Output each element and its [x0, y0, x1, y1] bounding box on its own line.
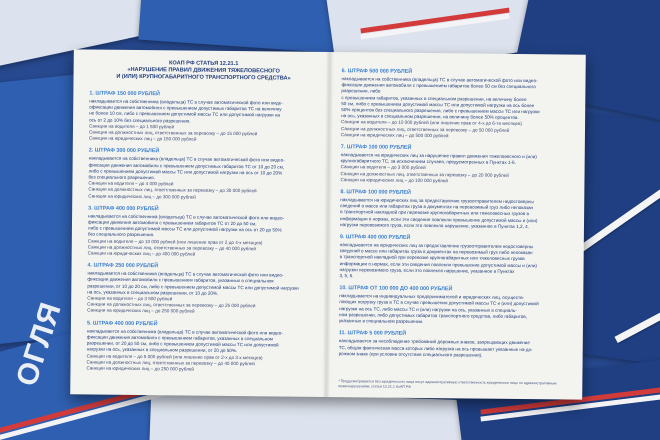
fine-text-line: нагрузки на ось ТС, либо массы ТС и (или) нагрузки на ось, указанных в специаль-	[339, 305, 517, 313]
fine-heading: 6. ШТРАФ 500 000 РУБЛЕЙ	[341, 68, 413, 75]
fine-text-line: фиксации движения автомобиля с превышением габаритов, указанных в специальном	[86, 334, 273, 342]
fine-heading: 10. ШТРАФ ОТ 100 000 ДО 400 000 РУБЛЕЙ	[339, 285, 453, 293]
fine-text-line: накладывается на собственника (владельца) ТС в случае автоматической фото или видео-	[88, 155, 285, 163]
sanction-line: Санкции на водителя – до 1 500 рублей	[88, 123, 175, 130]
sanction-line: Санкции на водителя – до 5 000 рублей (или лишение прав от 2-х до 3-х месяцев)	[86, 352, 263, 360]
sanction-line: Санкции на юридических лиц – до 150 000 рублей	[88, 135, 197, 142]
fine-text-line: разрешения, либо	[341, 88, 381, 94]
fine-heading: 5. ШТРАФ 400 000 РУБЛЕЙ	[86, 320, 158, 327]
fine-text-line: разрешении, от 10 до 20 см, либо с превышением допустимой массы ТС или допустимой нагрузки	[87, 283, 299, 291]
sanction-line: Санкции на юридических лиц – до 250 000 рублей	[86, 365, 195, 372]
fine-text-line: фиксации движения автомобиля с превышением габаритов, указанных в специальном	[87, 276, 274, 284]
booklet-fold	[322, 52, 334, 397]
fine-text-line: 50% процентов без специального разрешения, либо с превышением массы ТС или нагрузки	[341, 107, 540, 115]
fine-text-line: с превышением габаритов, указанных в специальном разрешении, на величину более	[341, 94, 527, 102]
fine-heading: 9. ШТРАФ 400 000 РУБЛЕЙ	[339, 234, 411, 241]
fine-text-line: сведений о массе или габаритах груза в документах на перевозимый груз либо непоказан	[339, 248, 533, 256]
fine-text-line: разрешении, от 20 до 50 см, либо с превышением допустимой массы ТС или допустимой	[86, 340, 279, 348]
fine-text-line: накладывается на собственника (владельца) ТС в случае автоматической фото или видео-	[87, 270, 284, 278]
fine-text-line: ТС, общая фактическая масса которых либо нагрузка на ось превышает указанные на до-	[338, 344, 533, 352]
heading-line: И (ИЛИ) КРУПНОГАБАРИТНОГО ТРАНСПОРТНОГО СРЕДСТВА»	[116, 73, 291, 82]
left-page-body	[86, 90, 317, 373]
fine-text-line: накладывается за несоблюдение требований дорожных знаков, запрещающих движение	[338, 338, 530, 346]
fine-text-line: 3, 5, 6.	[339, 273, 354, 279]
fine-text-line: на ось, указанных в специальном разрешении, на величину более 50% процентов.	[341, 113, 519, 121]
fine-text-line: накладывается на собственника (владельца) ТС в случае автоматической фото или видео-	[341, 76, 538, 84]
sanction-line: Санкции на должностных лиц, ответственных за перевозку – до 40 000 рублей	[86, 359, 255, 366]
fine-text-line: фиксации движения автомобиля с превышением допустимых габаритов ТС от 10 до 20 см,	[88, 162, 285, 170]
fine-text-line: без специального разрешения.	[87, 231, 155, 238]
heading-line: КОАП РФ СТАТЬЯ 12.21.1	[168, 60, 239, 68]
fine-text-line: фиксации движения автомобиля с превышением габаритов более 50 см без специального	[341, 82, 536, 90]
fine-heading: 1. ШТРАФ 150 000 РУБЛЕЙ	[89, 90, 160, 98]
footnote: * Предусматривается без юридического лица несут административную ответственность юридическое лицо по административным правонарушениям, статья 12.21.1 КоАП РФ	[338, 379, 557, 390]
sanction-line: Санкции на должностных лиц, ответственных за перевозку – до 20 000 рублей	[340, 170, 509, 178]
sanction-line: Санкции на должностных лиц, ответственных за перевозку – до 15 000 рублей	[88, 129, 258, 137]
fine-text-line: накладывается на собственника (владельца) ТС в случае автоматической фото или видео-	[86, 328, 283, 336]
sanction-line: Санкции на водителя – до 10 000 рублей (или лишение прав от 4-х до 6-ти месяцев)	[341, 119, 522, 127]
fine-text-line: не более 10 см, либо с превышением допустимой массы ТС или допустимой нагрузки на	[89, 110, 281, 118]
fine-text-line: накладывается на юридических лиц за нарушение правил движения тяжеловесного и (или)	[340, 152, 537, 160]
sanction-line: Санкции на юридических лиц – до 300 000 рублей	[88, 193, 196, 200]
fine-heading: 11. ШТРАФ 5 000 РУБЛЕЙ	[338, 330, 407, 338]
right-page-body	[339, 68, 574, 359]
fine-text-line: накладывается на индивидуальных предпринимателей и юридических лиц, осуществ-	[339, 293, 525, 301]
fine-text-line: сведений о массе или габаритах груза в документах на перевозимый груз либо непоказан	[340, 203, 534, 211]
sanction-line: Санкции на юридических лиц – до 100 000 рублей	[340, 176, 449, 184]
background-flyer-text: ОГЛЯ	[10, 298, 69, 391]
fine-text-line: ось от 2 до 10% без специального разрешения.	[89, 117, 191, 124]
fine-text-line: указанных в специальном разрешении.	[338, 318, 424, 325]
booklet-left-page	[86, 59, 317, 373]
fine-text-line: либо с превышением допустимой массы ТС или допустимой нагрузки на ось от 10 до 20%	[88, 168, 283, 176]
sanction-line: Санкции на юридических лиц – до 400 000 рублей	[87, 250, 196, 257]
booklet-right-page	[339, 62, 574, 359]
fine-text-line: крупногабаритного ТС, за исключением случаев, предусмотренных в Пунктах 1-6.	[340, 158, 516, 166]
sanction-line: Санкции на водителя – до 3 000 рублей	[340, 164, 426, 171]
fine-text-line: в транспортной накладной при перевозке крупногабаритных или тяжеловесных грузов	[339, 254, 525, 262]
fine-text-line: рожном знаке (при условии отсутствия специального разрешения).	[338, 350, 483, 358]
sanction-line: Санкции на должностных лиц, ответственных за перевозку – до 40 000 рублей	[87, 244, 257, 252]
fine-text-line: информации о нормах, если эти сведения повлекли превышение допустимой массы и (или)	[340, 215, 538, 223]
fine-text-line: 50 см, либо с превышением допустимой массы ТС или допустимой нагрузки на ось более	[341, 100, 535, 108]
fine-text-line: в транспортной накладной при перевозке крупногабаритных или тяжеловесных грузов в	[340, 209, 529, 217]
fine-text-line: либо с превышением допустимой массы ТС или допустимой нагрузки на ось от 20 до 50%	[87, 225, 282, 233]
sanction-line: Санкции на водителя – до 3 500 рублей	[87, 295, 173, 302]
fine-text-line: на ось, указанных в специальном разрешении, от 10 до 20%.	[87, 289, 219, 296]
open-booklet	[70, 49, 586, 399]
fine-text-line: нагрузки перевозимого груза, если это повлекло нарушение, указанное в Пунктах	[339, 266, 515, 274]
fine-text-line: ном разрешении, либо допустимых габаритов транспортного средства, либо габаритов,	[339, 312, 528, 319]
fine-text-line: без специального разрешения.	[88, 174, 155, 181]
document-heading	[89, 59, 317, 82]
fine-text-line: ляющих погрузку груза в ТС в случае превышения допустимой массы ТС и (или) допустимой	[339, 299, 539, 307]
fine-heading: 7. ШТРАФ 100 000 РУБЛЕЙ	[340, 144, 412, 151]
fine-heading: 8. ШТРАФ 100 000 РУБЛЕЙ	[340, 189, 411, 196]
fine-text-line: нагрузки на ось, указанных в специальном разрешении, от 20 до 50%.	[86, 346, 238, 354]
sanction-line: Санкции на юридических лиц – до 500 000 рублей	[340, 131, 449, 139]
sanction-line: Санкции на должностных лиц, ответственных за перевозку – до 25 000 рублей	[87, 301, 256, 309]
fine-text-line: фиксации движения автомобиля с превышением габаритов ТС от 20 до 50 см,	[87, 219, 257, 227]
fine-text-line: накладывается на юридических лиц за предоставление грузоотправителем недостоверны	[339, 242, 534, 250]
fine-heading: 4. ШТРАФ 250 000 РУБЛЕЙ	[87, 262, 159, 270]
fine-text-line: нагрузки перевозимого груза, если это повлекло нарушение, указанное в Пунктах 1,2, 4.	[339, 221, 530, 229]
fine-text-line: информации о нормах, если эти сведения повлекли превышение допустимой массы и (или)	[339, 260, 538, 268]
heading-line: «НАРУШЕНИЕ ПРАВИЛ ДВИЖЕНИЯ ТЯЖЕЛОВЕСНОГО	[127, 66, 280, 75]
sanction-line: Санкции на водителя – до 10 000 рублей (или лишение прав от 2 до 4-х месяцев)	[87, 238, 263, 245]
fine-heading: 2. ШТРАФ 300 000 РУБЛЕЙ	[88, 147, 160, 155]
sanction-line: Санкции на должностных лиц, ответственных за перевозку – до 30 000 рублей	[88, 186, 257, 194]
fine-text-line: офиксации движения автомобиля с превышением допустимых габаритов ТС на величину	[89, 104, 282, 112]
sanction-line: Санкции на водителя – до 4 000 рублей	[88, 180, 174, 187]
sanction-line: Санкции на юридических лиц – до 250 000 рублей	[87, 307, 195, 315]
fine-text-line: накладывается на собственника (владельца) ТС в случае автоматической фото или видео-	[88, 213, 285, 221]
fine-text-line: накладывается на собственника (владельца) ТС в случае автоматической фото или виде-	[89, 98, 283, 106]
fine-heading: 3. ШТРАФ 400 000 РУБЛЕЙ	[88, 205, 159, 213]
fine-text-line: накладывается на юридических лиц за предоставление грузоотправителем недостоверны	[340, 197, 534, 205]
sanction-line: Санкции на должностных лиц, ответственных за перевозку – до 50 000 рублей	[340, 125, 510, 133]
